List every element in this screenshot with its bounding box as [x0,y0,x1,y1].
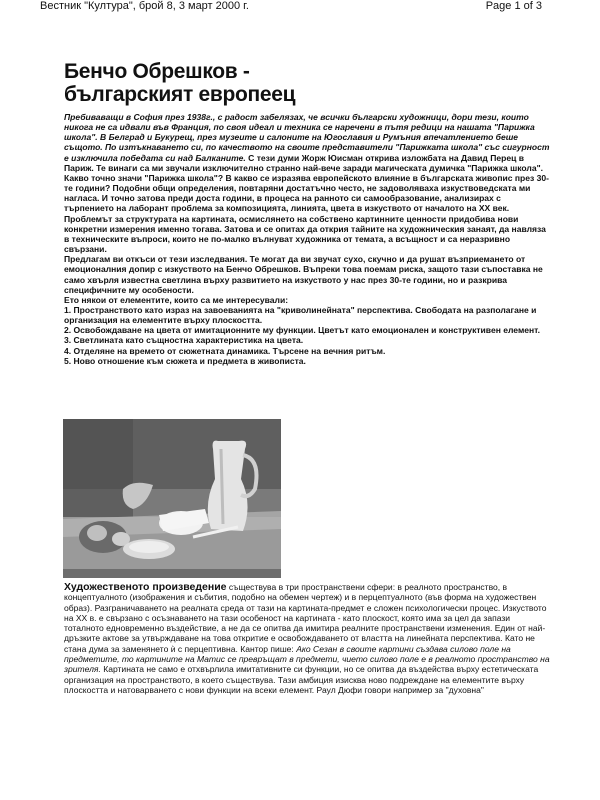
list-item: 1. Пространството като израз на завоеванията на "криволинейната" перспектива. Свободата на разполагане и организация на елементите върху плоскостта. [64,304,537,326]
still-life-painting [63,419,281,578]
section-2-lead: Художественото произведение [64,581,227,593]
article-title [64,60,295,106]
painting-image [63,419,281,578]
paragraph-2: Предлагам ви откъси от тези изследвания. Те могат да ви звучат сухо, скучно и да рушат възприемането от емоционалния допир с изкуството на Бенчо Обрешков. Въпреки това поемам риска, защото тази съпоставка не само хвърля известна светлина върху развитието на изкуството у нас през 30-те години, но и разкрива специфичните му особености. [64,254,543,295]
section-2-text-2: Картината не само е отхвърлила имитативните си функции, но се опитва да въздейства върху естетическата организация на пространството, в което съществува. Тази амбиция изисква ново подреждане на елементите върху плоскостта и натоварването с нови функции на всеки елемент. Раул Дюфи говори например за "духовна" [64,664,539,695]
list-item: 4. Отделяне на времето от сюжетната динамика. Търсене на вечния ритъм. [64,345,386,356]
section-2 [64,582,550,695]
title-line-2: българският европеец [64,83,296,106]
header-page-number: Page 1 of 3 [485,0,542,12]
section-2-text-1: съществува в три пространствени сфери: в реалното пространство, в концептуалното (изображения и събития, подобно на обемен чертеж) и в перцептуалното (във форма на художествен образ). Разграничаването на реалната среда от тази на картината-предмет е сложен психологически процес. Изкуството на ХХ в. е свързано с осъзнаването на тази особеност на картината - като плоскост, която има за цел да запази тоталното едновременно въздействие, а не да се опитва да имитира реалните пространствени изменения. Един от най-дръзките актове за утвърждаване на това откритие е освобождаването от властта на линейната перспектива. Като не стана дума за заменянето ѝ с перцептивна. Кантор пише: [64,582,547,654]
section-2-paragraph [64,582,550,695]
elements-list [64,305,550,366]
page-header [0,0,600,14]
list-intro: Ето някои от елементите, които са ме интересували: [64,294,289,305]
article-intro [64,112,550,254]
list-item: 3. Светлината като същностна характеристика на цвета. [64,335,304,346]
header-source: Вестник "Култура", брой 8, 3 март 2000 г. [40,0,249,12]
article-body [64,112,550,366]
title-line-1: Бенчо Обрешков - [64,60,250,83]
paragraph-1: С тези думи Жорж Юисман открива изложбата на Давид Перец в Париж. Те винаги са ми звучали изключително странно най-вече заради магическата думичка "Парижка школа". Какво точно значи "Парижка школа"? В какво се изразява европейското влияние в българската живопис през 30-те години? Подобни общи определения, повтаряни достатъчно често, не задоволяваха изкуствоведската ми нагласа. И точно затова преди доста години, в процеса на ранното си самообразование, анализирах с търпението на лаборант проблема за композицията, линията, цвета в изкуството от началото на ХХ век. Проблемът за структурата на картината, осмислянето на собствено картинните ценности придобива нови конкретни измерения именно тогава. Затова и се опитах да открия тайните на художническия занаят, да навляза в техническите въпроси, които не по-малко вълнуват художника от темата, а всъщност и са неразривно свързани. [64,152,549,255]
list-item: 5. Ново отношение към сюжета и предмета в живописта. [64,355,306,366]
intro-quote: Пребиваващи в София през 1938г., с радост забелязах, че всички български художници, дори тези, които никога не са идвали във Франция, по своя идеал и техника се наречени в пътя редици на нашата "Парижка школа". В Белград и Букурещ, през музеите и салоните на Югославия и Румъния впечатлението беше същото. По изтъкнаването си, по качеството на своите представители "Парижката школа" със сигурност е изключила победата си над Балканите. [64,112,550,163]
kantor-quote: Ако Сезан в своите картини създава силово поле на предметите, то картините на Матис се превръщат в предмети, чието силово поле е в реалното пространство на зрителя. [64,643,550,675]
list-item: 2. Освобождаване на цвета от имитационните му функции. Цветът като емоционален и конструктивен елемент. [64,325,540,336]
